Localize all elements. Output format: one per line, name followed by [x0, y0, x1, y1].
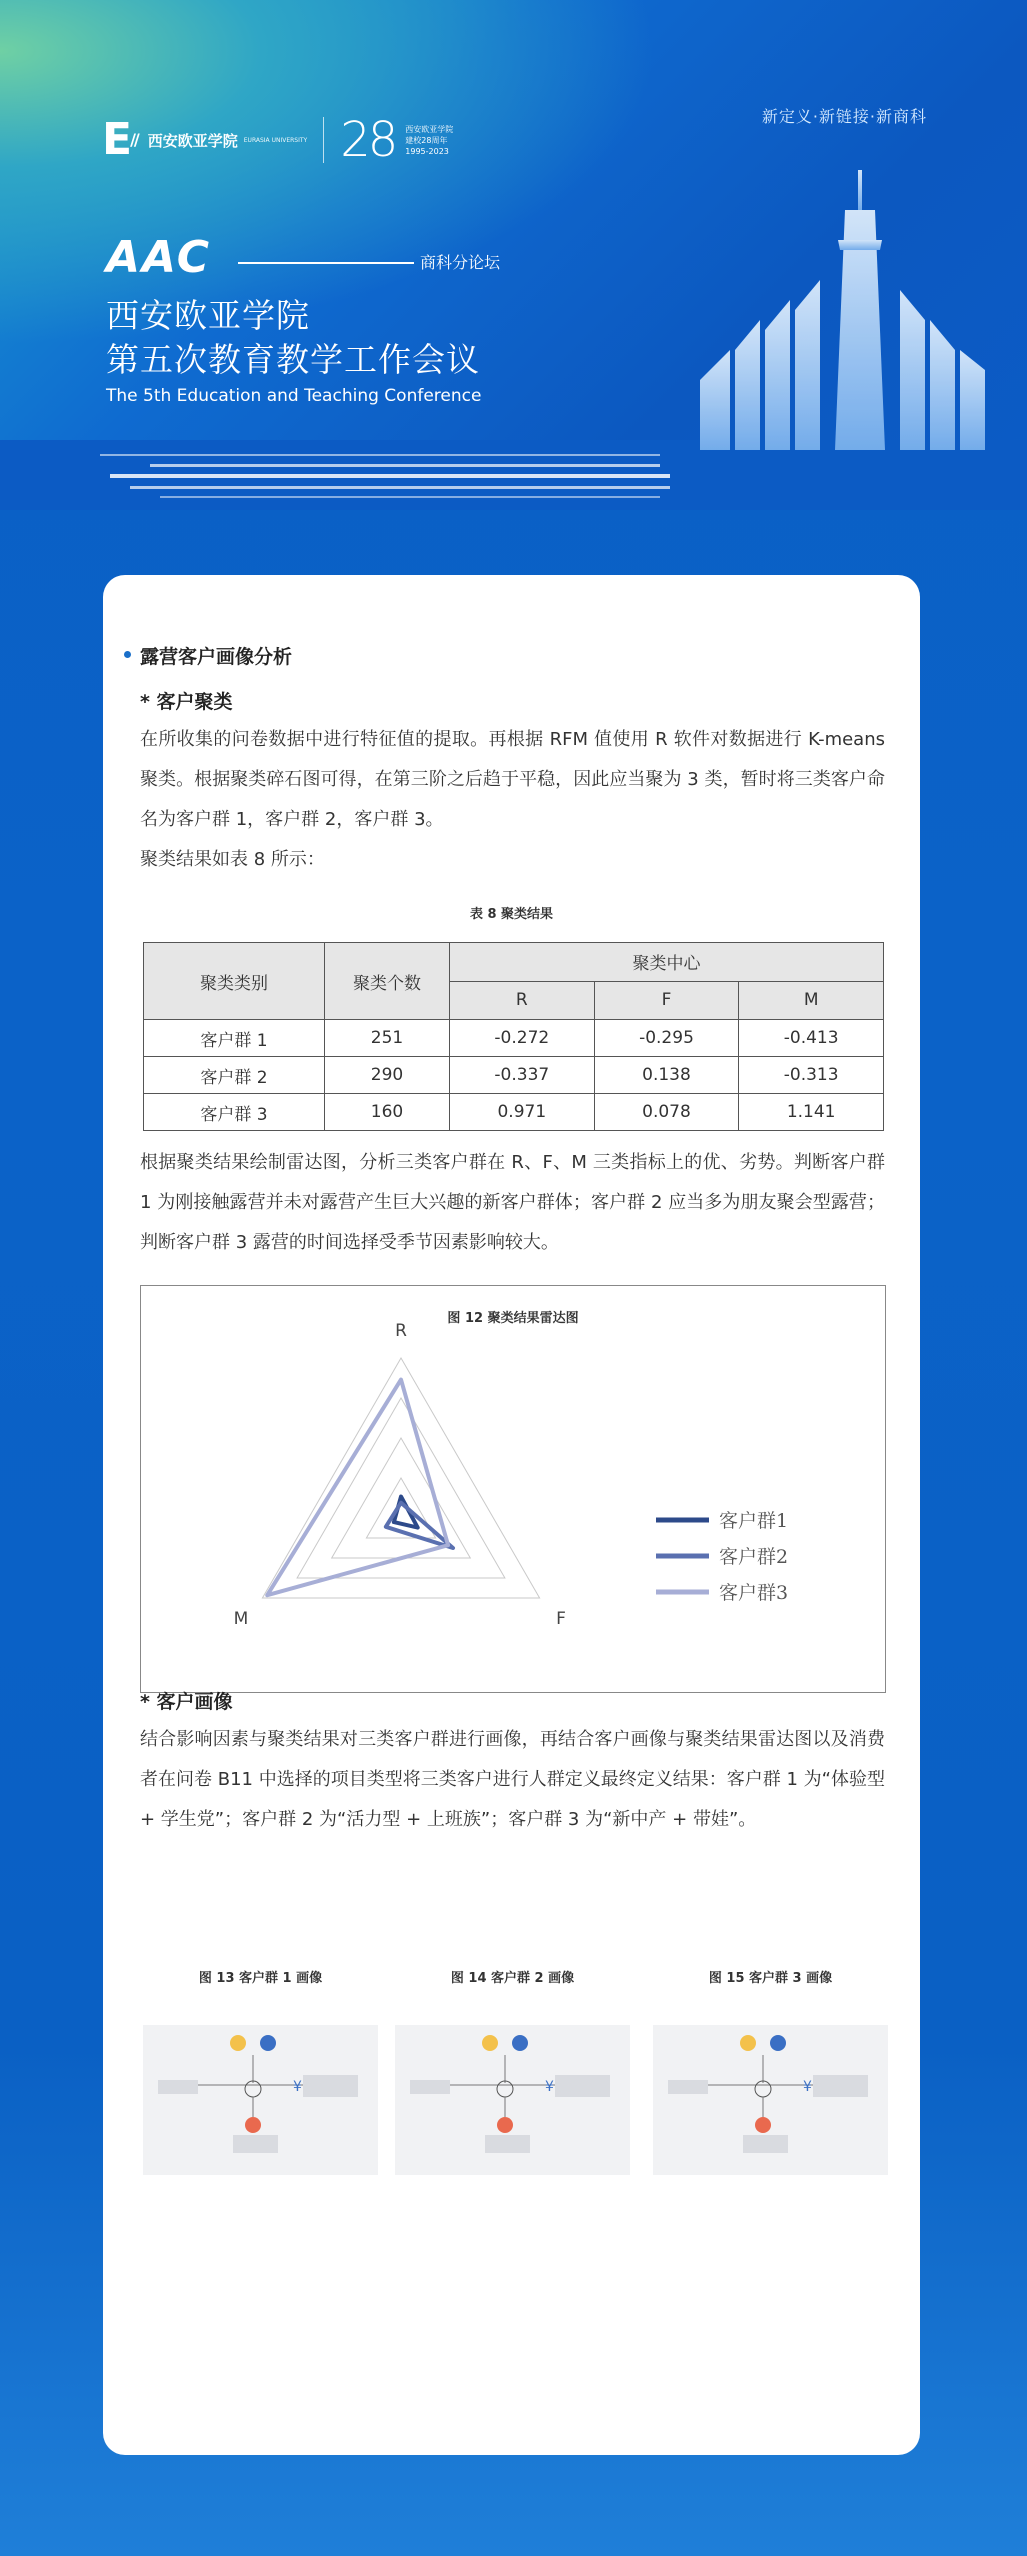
axis-label-m: M: [233, 1609, 249, 1629]
radar-grid-ring: [366, 1478, 435, 1538]
forum-label: 商科分论坛: [420, 253, 501, 272]
persona-image-1: [143, 2025, 378, 2175]
city-skyline-illustration: [640, 150, 1020, 450]
table-row: [144, 1020, 884, 1057]
header-count: 聚类个数: [325, 943, 450, 1020]
cluster-paragraph: 在所收集的问卷数据中进行特征值的提取。再根据 RFM 值使用 R 软件对数据进行 K-means 聚类。根据聚类碎石图可得，在第三阶之后趋于平稳，因此应当聚为 3 类，暂时将三类客户命名为客户群 1，客户群 2，客户群 3。: [140, 729, 885, 830]
legend-label-3: 客户群3: [719, 1582, 789, 1604]
header-center: 聚类中心: [450, 943, 884, 982]
anniversary-number: 28: [340, 112, 396, 168]
logo-group: [102, 112, 453, 168]
portrait-heading: * 客户画像: [140, 1691, 233, 1713]
cell-count: 160: [325, 1094, 450, 1131]
cell-m: 1.141: [739, 1094, 884, 1131]
header-m: M: [739, 981, 884, 1020]
anniversary-years: 1995-2023: [405, 146, 449, 156]
cluster-heading: * 客户聚类: [140, 691, 233, 713]
cell-name: 客户群 2: [144, 1057, 325, 1094]
radar-paragraph: 根据聚类结果绘制雷达图，分析三类客户群在 R、F、M 三类指标上的优、劣势。判断客户群 1 为刚接触露营并未对露营产生巨大兴趣的新客户群体；客户群 2 应当多为朋友聚会型露营；判断客户群 3 露营的时间选择受季节因素影响较大。: [140, 1152, 885, 1253]
cell-m: -0.413: [739, 1020, 884, 1057]
section-title: 露营客户画像分析: [140, 642, 292, 669]
cluster-result-intro: 聚类结果如表 8 所示：: [140, 849, 325, 870]
cell-m: -0.313: [739, 1057, 884, 1094]
chart-title: 图 12 聚类结果雷达图: [447, 1311, 579, 1326]
radar-series: [267, 1380, 453, 1596]
cell-f: 0.138: [594, 1057, 739, 1094]
radar-grid: [262, 1358, 539, 1598]
svg-text:¥: ¥: [803, 2079, 812, 2095]
persona-diagram-icon: [143, 2025, 378, 2175]
svg-text:¥: ¥: [293, 2079, 302, 2095]
aac-divider-line: [238, 262, 414, 264]
conference-title-line2: 第五次教育教学工作会议: [106, 340, 480, 379]
persona-diagram-icon: [653, 2025, 888, 2175]
header-f: F: [594, 981, 739, 1020]
persona-diagram-icon: [395, 2025, 630, 2175]
table-row: [144, 1057, 884, 1094]
persona-image-3: [653, 2025, 888, 2175]
radar-axis-labels: [234, 1321, 566, 1629]
radar-grid-ring: [297, 1398, 505, 1578]
table-header-row: [144, 943, 884, 982]
cell-name: 客户群 3: [144, 1094, 325, 1131]
aac-logo-text: AAC: [106, 232, 212, 283]
svg-text:¥: ¥: [545, 2079, 554, 2095]
axis-label-f: F: [556, 1609, 566, 1629]
logo-divider: [323, 117, 324, 163]
slogan: 新定义·新链接·新商科: [761, 107, 927, 126]
persona-caption-1: 图 13 客户群 1 画像: [198, 1971, 323, 1986]
legend-label-2: 客户群2: [719, 1546, 789, 1568]
cell-r: -0.272: [450, 1020, 595, 1057]
cell-f: 0.078: [594, 1094, 739, 1131]
anniversary-label: 西安欧亚学院 建校28周年: [405, 124, 454, 145]
cluster-result-table: [143, 942, 884, 1131]
table-caption: 表 8 聚类结果: [469, 907, 554, 922]
banner-stripes: [0, 440, 1027, 510]
radar-series-3: [267, 1380, 448, 1596]
cell-r: 0.971: [450, 1094, 595, 1131]
anniversary-text: [405, 124, 453, 157]
portrait-paragraph: 结合影响因素与聚类结果对三类客户群进行画像，再结合客户画像与聚类结果雷达图以及消费者在问卷 B11 中选择的项目类型将三类客户进行人群定义最终定义结果：客户群 1 为“体验型 + 学生党”；客户群 2 为“活力型 + 上班族”；客户群 3 为“新中产 + 带娃”。: [140, 1729, 885, 1830]
persona-caption-3: 图 15 客户群 3 画像: [708, 1971, 833, 1986]
school-name-en: EURASIA UNIVERSITY: [243, 136, 308, 144]
radar-chart: [141, 1286, 885, 1692]
persona-image-2: [395, 2025, 630, 2175]
conference-title-en: The 5th Education and Teaching Conference: [106, 386, 482, 406]
persona-caption-2: 图 14 客户群 2 画像: [450, 1971, 575, 1986]
radar-chart-frame: [140, 1285, 886, 1693]
school-logo-icon: E//: [102, 114, 138, 165]
header-banner: [0, 0, 1027, 510]
cell-count: 251: [325, 1020, 450, 1057]
cell-count: 290: [325, 1057, 450, 1094]
legend-label-1: 客户群1: [719, 1510, 789, 1532]
header-category: 聚类类别: [144, 943, 325, 1020]
content-card: [103, 575, 920, 2455]
table-row: [144, 1094, 884, 1131]
cell-f: -0.295: [594, 1020, 739, 1057]
cell-name: 客户群 1: [144, 1020, 325, 1057]
header-r: R: [450, 981, 595, 1020]
cell-r: -0.337: [450, 1057, 595, 1094]
axis-label-r: R: [395, 1321, 407, 1341]
conference-title-line1: 西安欧亚学院: [106, 296, 310, 335]
school-name: 西安欧亚学院: [147, 131, 238, 150]
chart-legend: [656, 1510, 788, 1604]
